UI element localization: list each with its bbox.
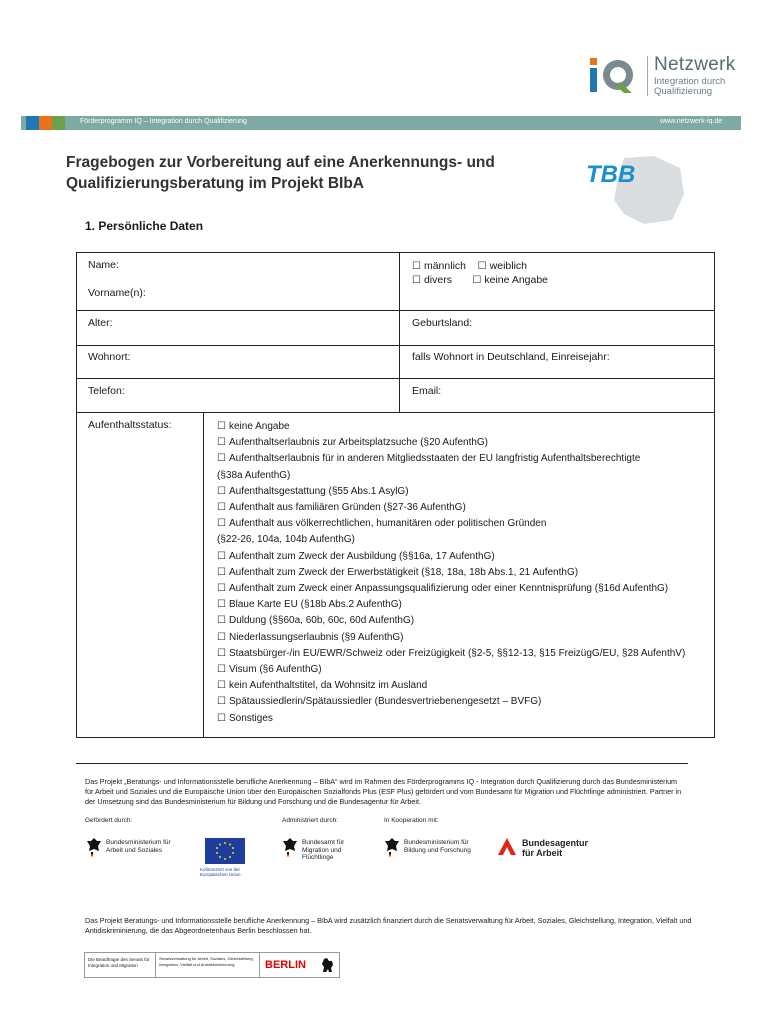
- status-option[interactable]: ☐ Aufenthalt zum Zweck einer Anpassungsqualifizierung oder einer Kenntnisprüfung (§16d AufenthG): [217, 583, 669, 595]
- footer-funding-text: Das Projekt „Beratungs- und Informationsstelle berufliche Anerkennung – BIbA“ wird im Rahmen des Förderprogramms IQ - Integration durch Qualifizierung durch das Bundesministerium für Arbeit und Soziales und die Europäische Union über den Europäischen Sozialfonds Plus (ESF Plus) gefördert und vom Bundesamt für Migration und Flüchtlinge administriert. Partner in der Umsetzung sind das Bundesministerium für Bildung und Forschung und die Bundesagentur für Arbeit.: [85, 777, 682, 806]
- berlin-box-text-2: Senatsverwaltung für Arbeit, Soziales, Gleichstellung, Integration, Vielfalt und Antidiskriminierung: [159, 956, 254, 967]
- berlin-logo-box: [84, 952, 340, 978]
- wohnort-field[interactable]: Wohnort:: [88, 351, 131, 363]
- logo-separator: [647, 56, 648, 96]
- email-field[interactable]: Email:: [412, 385, 442, 397]
- tbb-logo: [584, 154, 688, 226]
- section-title: 1. Persönliche Daten: [85, 219, 204, 233]
- vorname-field[interactable]: Vorname(n):: [88, 287, 146, 299]
- status-options-list: [217, 419, 713, 727]
- status-option[interactable]: ☐ Aufenthalt zum Zweck der Ausbildung (§§16a, 17 AufenthG): [217, 550, 495, 562]
- status-option[interactable]: ☐ Aufenthaltserlaubnis für in anderen Mitgliedsstaaten der EU langfristig Aufenthaltsberechtigte: [217, 453, 641, 465]
- gender-male-checkbox[interactable]: ☐ männlich: [412, 260, 466, 272]
- bmas-logo-text: Bundesministerium für Arbeit und Soziales: [106, 839, 171, 854]
- eu-caption: Kofinanziert von der Europäischen Union: [200, 867, 241, 877]
- eagle-icon: [86, 837, 102, 857]
- bmbf-logo-text: Bundesministerium für Bildung und Forschung: [404, 839, 471, 854]
- status-option[interactable]: ☐ kein Aufenthaltstitel, da Wohnsitz im Ausland: [217, 680, 428, 692]
- status-option[interactable]: ☐ Blaue Karte EU (§18b Abs.2 AufenthG): [217, 599, 402, 611]
- personal-data-table: [76, 252, 715, 738]
- berlin-box-text-1: Die Beauftragte des Senats für Integration und Migration: [88, 957, 150, 968]
- gender-none-checkbox[interactable]: ☐ keine Angabe: [472, 274, 549, 286]
- status-option[interactable]: ☐ keine Angabe: [217, 421, 290, 432]
- status-option[interactable]: ☐ Spätaussiedlerin/Spätaussiedler (Bundesvertriebenengesetzt – BVFG): [217, 696, 542, 708]
- page-title: Fragebogen zur Vorbereitung auf eine Anerkennungs- und Qualifizierungsberatung im Projekt BIbA: [66, 154, 495, 192]
- eagle-icon: [282, 837, 298, 857]
- band-program-text: Förderprogramm IQ – Integration durch Qualifizierung: [80, 118, 247, 125]
- logo-tagline: Integration durch Qualifizierung: [654, 76, 726, 97]
- status-option[interactable]: ☐ Aufenthaltsgestattung (§55 Abs.1 AsylG): [217, 485, 409, 497]
- status-option[interactable]: ☐ Aufenthalt zum Zweck der Erwerbstätigkeit (§18, 18a, 18b Abs.1, 21 AufenthG): [217, 566, 579, 578]
- band-green-square: [52, 116, 65, 130]
- status-option-continued: (§38a AufenthG): [217, 469, 291, 481]
- gender-options-2: [412, 274, 548, 286]
- status-option[interactable]: ☐ Niederlassungserlaubnis (§9 AufenthG): [217, 631, 404, 643]
- band-orange-square: [39, 116, 52, 130]
- footer-berlin-text: Das Projekt Beratungs- und Informationsstelle berufliche Anerkennung – BIbA wird zusätzlich finanziert durch die Senatsverwaltung für Arbeit, Soziales, Gleichstellung, Integration, Vielfalt und Antidiskriminierung, die das Abgeordnetenhaus Berlin beschlossen hat.: [85, 916, 692, 935]
- status-option[interactable]: ☐ Sonstiges: [217, 712, 273, 724]
- gender-options: [412, 260, 527, 272]
- berlin-bear-icon: [319, 956, 337, 974]
- status-option[interactable]: ☐ Staatsbürger-/in EU/EWR/Schweiz oder Freizügigkeit (§2-5, §§12-13, §15 FreizügG/EU, §28 AufenthV): [217, 647, 686, 659]
- status-option[interactable]: ☐ Aufenthalt aus völkerrechtlichen, humanitären oder politischen Gründen: [217, 518, 547, 530]
- administriert-label: Administriert durch:: [282, 817, 338, 824]
- status-option[interactable]: ☐ Visum (§6 AufenthG): [217, 664, 322, 676]
- telefon-field[interactable]: Telefon:: [88, 385, 125, 397]
- eagle-icon: [384, 837, 400, 857]
- ba-logo-icon: [497, 837, 517, 857]
- gender-female-checkbox[interactable]: ☐ weiblich: [477, 260, 527, 272]
- status-option-continued: (§22-26, 104a, 104b AufenthG): [217, 534, 355, 546]
- status-option[interactable]: ☐ Duldung (§§60a, 60b, 60c, 60d AufenthG): [217, 615, 415, 627]
- gefoerdert-label: Gefördert durch:: [85, 817, 133, 824]
- alter-field[interactable]: Alter:: [88, 317, 113, 329]
- eu-flag-icon: [205, 838, 245, 864]
- tbb-logo-text: TBB: [586, 161, 636, 188]
- berlin-wordmark: BERLIN: [265, 959, 306, 971]
- kooperation-label: In Kooperation mit:: [384, 817, 439, 824]
- geburtsland-field[interactable]: Geburtsland:: [412, 317, 473, 329]
- gender-diverse-checkbox[interactable]: ☐ divers: [412, 274, 452, 286]
- ba-logo-text: Bundesagentur für Arbeit: [522, 838, 589, 858]
- status-option[interactable]: ☐ Aufenthalt aus familiären Gründen (§27-36 AufenthG): [217, 502, 466, 514]
- iq-logo-mark-icon: [588, 56, 636, 94]
- logo-name: Netzwerk: [654, 54, 736, 75]
- einreisejahr-field[interactable]: falls Wohnort in Deutschland, Einreisejahr:: [412, 351, 610, 363]
- status-option[interactable]: ☐ Aufenthaltserlaubnis zur Arbeitsplatzsuche (§20 AufenthG): [217, 437, 489, 449]
- footer-divider: [76, 763, 688, 764]
- band-url[interactable]: www.netzwerk-iq.de: [660, 118, 723, 125]
- bamf-logo-text: Bundesamt für Migration und Flüchtlinge: [302, 839, 345, 861]
- name-field[interactable]: Name:: [88, 259, 119, 271]
- status-label: Aufenthaltsstatus:: [88, 419, 172, 431]
- band-blue-square: [26, 116, 39, 130]
